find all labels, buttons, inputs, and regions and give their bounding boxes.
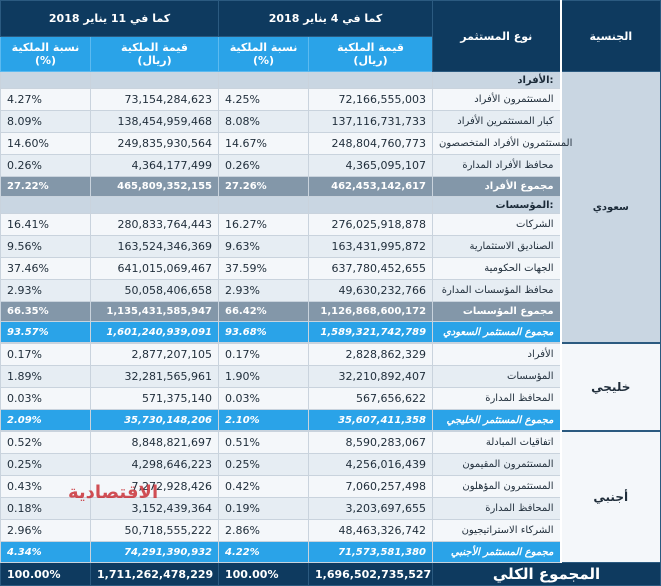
b-pct-cell: 16.27% (219, 214, 309, 236)
a-val-cell: 8,848,821,697 (91, 432, 219, 454)
a-pct-cell: 0.03% (1, 388, 91, 410)
row-label: المؤسسات (433, 366, 561, 388)
a-val-cell: 74,291,390,932 (91, 542, 219, 563)
row-label: مجموع المستثمر الأجنبي (433, 542, 561, 563)
b-pct-cell: 0.26% (219, 155, 309, 177)
section-title: المؤسسات: (433, 197, 561, 214)
b-val-cell: 8,590,283,067 (309, 432, 433, 454)
b-val-cell: 4,256,016,439 (309, 454, 433, 476)
a-pct-cell: 9.56% (1, 236, 91, 258)
row-label: الشركاء الاستراتيجيون (433, 520, 561, 542)
b-val-cell: 276,025,918,878 (309, 214, 433, 236)
a-val-cell: 163,524,346,369 (91, 236, 219, 258)
a-pct-cell: 1.89% (1, 366, 91, 388)
b-val-cell: 1,696,502,735,527 (309, 563, 433, 586)
b-val-cell: 567,656,622 (309, 388, 433, 410)
a-val-cell: 4,364,177,499 (91, 155, 219, 177)
header-row-periods (1, 1, 661, 37)
a-pct-cell: 37.46% (1, 258, 91, 280)
a-pct-cell: 4.34% (1, 542, 91, 563)
b-pct-header: نسبة الملكية (%) (219, 37, 309, 72)
b-pct-cell: 2.93% (219, 280, 309, 302)
publisher-logo: الاقتصادية (68, 482, 159, 503)
b-val-cell: 137,116,731,733 (309, 111, 433, 133)
overall-total-row (1, 563, 661, 586)
a-val-cell: 32,281,565,961 (91, 366, 219, 388)
b-val-cell: 32,210,892,407 (309, 366, 433, 388)
row-label: المحافظ المدارة (433, 498, 561, 520)
group-label-saudi: سعودي (561, 72, 661, 343)
row-label: المحافظ المدارة (433, 388, 561, 410)
row-label: المستثمرون المقيمون (433, 454, 561, 476)
period-b-header: كما في 4 يناير 2018 (219, 1, 433, 37)
a-pct-cell: 16.41% (1, 214, 91, 236)
row-label: مجموع المؤسسات (433, 302, 561, 322)
a-pct-cell: 2.96% (1, 520, 91, 542)
b-val-cell: 35,607,411,358 (309, 410, 433, 431)
b-pct-cell: 2.86% (219, 520, 309, 542)
b-pct-cell: 0.19% (219, 498, 309, 520)
row-label: محافظ المؤسسات المدارة (433, 280, 561, 302)
row-label: مجموع المستثمر السعودي (433, 322, 561, 343)
a-val-cell: 1,601,240,939,091 (91, 322, 219, 343)
row-label: المستثمرون المؤهلون (433, 476, 561, 498)
b-pct-cell: 0.25% (219, 454, 309, 476)
row-label: مجموع الأفراد (433, 177, 561, 197)
b-pct-cell: 8.08% (219, 111, 309, 133)
b-pct-cell: 9.63% (219, 236, 309, 258)
b-val-cell: 637,780,452,655 (309, 258, 433, 280)
a-val-cell: 50,058,406,658 (91, 280, 219, 302)
section-header-individuals (1, 72, 661, 89)
b-val-cell: 248,804,760,773 (309, 133, 433, 155)
group-label-gulf: خليجي (561, 344, 661, 431)
a-pct-header: نسبة الملكية (%) (1, 37, 91, 72)
b-pct-cell: 100.00% (219, 563, 309, 586)
period-a-header: كما في 11 يناير 2018 (1, 1, 219, 37)
a-pct-cell: 27.22% (1, 177, 91, 197)
a-pct-cell: 0.18% (1, 498, 91, 520)
row-label: كبار المستثمرين الأفراد (433, 111, 561, 133)
row-label: الشركات (433, 214, 561, 236)
table-row (1, 432, 661, 454)
a-val-cell: 641,015,069,467 (91, 258, 219, 280)
ownership-table-foreign (0, 431, 661, 586)
b-val-cell: 72,166,555,003 (309, 89, 433, 111)
a-pct-cell: 0.52% (1, 432, 91, 454)
b-pct-cell: 66.42% (219, 302, 309, 322)
b-val-cell: 49,630,232,766 (309, 280, 433, 302)
a-val-cell: 4,298,646,223 (91, 454, 219, 476)
table-row (1, 344, 661, 366)
nationality-header: الجنسية (561, 1, 661, 72)
row-label: الصناديق الاستثمارية (433, 236, 561, 258)
b-pct-cell: 0.17% (219, 344, 309, 366)
a-pct-cell: 4.27% (1, 89, 91, 111)
section-title: الأفراد: (433, 72, 561, 89)
a-pct-cell: 0.43% (1, 476, 91, 498)
b-pct-cell: 0.42% (219, 476, 309, 498)
a-val-cell: 280,833,764,443 (91, 214, 219, 236)
a-pct-cell: 93.57% (1, 322, 91, 343)
ownership-table-gulf (0, 343, 661, 431)
a-val-cell: 138,454,959,468 (91, 111, 219, 133)
a-val-cell: 35,730,148,206 (91, 410, 219, 431)
b-val-cell: 2,828,862,329 (309, 344, 433, 366)
a-pct-cell: 0.26% (1, 155, 91, 177)
b-pct-cell: 0.51% (219, 432, 309, 454)
row-label: محافظ الأفراد المدارة (433, 155, 561, 177)
a-val-cell: 249,835,930,564 (91, 133, 219, 155)
a-val-cell: 73,154,284,623 (91, 89, 219, 111)
a-pct-cell: 8.09% (1, 111, 91, 133)
b-val-cell: 71,573,581,380 (309, 542, 433, 563)
b-pct-cell: 1.90% (219, 366, 309, 388)
a-pct-cell: 0.25% (1, 454, 91, 476)
b-pct-cell: 93.68% (219, 322, 309, 343)
b-val-header: قيمة الملكية (ريال) (309, 37, 433, 72)
a-pct-cell: 2.93% (1, 280, 91, 302)
row-label: المستثمرون الأفراد المتخصصون (433, 133, 561, 155)
a-val-header: قيمة الملكية (ريال) (91, 37, 219, 72)
overall-total-label: المجموع الكلي (433, 563, 661, 586)
row-label: مجموع المستثمر الخليجي (433, 410, 561, 431)
b-val-cell: 163,431,995,872 (309, 236, 433, 258)
a-val-cell: 571,375,140 (91, 388, 219, 410)
b-pct-cell: 27.26% (219, 177, 309, 197)
b-val-cell: 1,126,868,600,172 (309, 302, 433, 322)
a-val-cell: 3,152,439,364 (91, 498, 219, 520)
a-val-cell: 7,272,928,426 (91, 476, 219, 498)
b-val-cell: 462,453,142,617 (309, 177, 433, 197)
a-pct-cell: 14.60% (1, 133, 91, 155)
group-label-foreign: أجنبي (561, 432, 661, 563)
investor-type-header: نوع المستثمر (433, 1, 561, 72)
b-pct-cell: 2.10% (219, 410, 309, 431)
b-pct-cell: 0.03% (219, 388, 309, 410)
a-val-cell: 50,718,555,222 (91, 520, 219, 542)
a-val-cell: 2,877,207,105 (91, 344, 219, 366)
a-val-cell: 1,135,431,585,947 (91, 302, 219, 322)
b-pct-cell: 14.67% (219, 133, 309, 155)
row-label: اتفاقيات المبادلة (433, 432, 561, 454)
row-label: الجهات الحكومية (433, 258, 561, 280)
a-val-cell: 1,711,262,478,229 (91, 563, 219, 586)
b-val-cell: 7,060,257,498 (309, 476, 433, 498)
b-pct-cell: 4.25% (219, 89, 309, 111)
b-val-cell: 1,589,321,742,789 (309, 322, 433, 343)
row-label: المستثمرون الأفراد (433, 89, 561, 111)
a-pct-cell: 100.00% (1, 563, 91, 586)
a-pct-cell: 66.35% (1, 302, 91, 322)
b-val-cell: 48,463,326,742 (309, 520, 433, 542)
a-pct-cell: 0.17% (1, 344, 91, 366)
a-pct-cell: 2.09% (1, 410, 91, 431)
b-val-cell: 4,365,095,107 (309, 155, 433, 177)
a-val-cell: 465,809,352,155 (91, 177, 219, 197)
row-label: الأفراد (433, 344, 561, 366)
b-val-cell: 3,203,697,655 (309, 498, 433, 520)
b-pct-cell: 4.22% (219, 542, 309, 563)
b-pct-cell: 37.59% (219, 258, 309, 280)
